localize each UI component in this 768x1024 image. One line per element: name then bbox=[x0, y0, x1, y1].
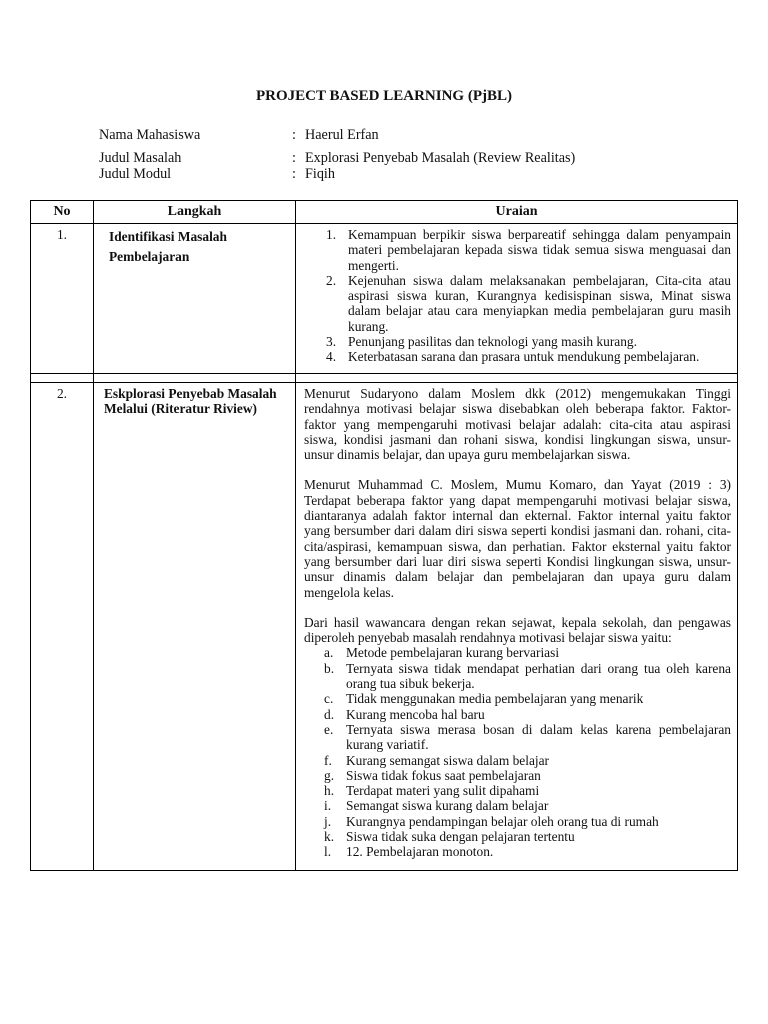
list-text: Tidak menggunakan media pembelajaran yang menarik bbox=[346, 691, 644, 707]
list-marker: d. bbox=[324, 706, 335, 722]
list-marker: h. bbox=[324, 783, 335, 799]
list-item bbox=[304, 814, 731, 829]
cause-list bbox=[304, 645, 731, 859]
list-item bbox=[304, 722, 731, 753]
list-text: Siswa tidak fokus saat pembelajaran bbox=[346, 767, 541, 783]
row-number: 2. bbox=[31, 383, 94, 871]
list-item bbox=[304, 334, 731, 349]
table-header-row bbox=[31, 201, 738, 224]
meta-label: Nama Mahasiswa bbox=[99, 127, 201, 143]
list-marker: b. bbox=[324, 660, 335, 676]
list-item bbox=[304, 844, 731, 859]
row-step: Identifikasi Masalah Pembelajaran bbox=[94, 224, 296, 374]
table-row bbox=[31, 383, 738, 871]
list-marker: 1. bbox=[326, 227, 337, 242]
list-item bbox=[304, 349, 731, 364]
list-text: Siswa tidak suka dengan pelajaran tertentu bbox=[346, 829, 575, 845]
meta-colon: : bbox=[292, 127, 296, 143]
list-item bbox=[304, 691, 731, 706]
list-item bbox=[304, 661, 731, 692]
list-text: Ternyata siswa tidak mendapat perhatian dari orang tua oleh karena orang tua sibuk bekerja. bbox=[346, 660, 731, 692]
problem-list bbox=[304, 227, 731, 365]
meta-value: Explorasi Penyebab Masalah (Review Realitas) bbox=[305, 150, 576, 166]
list-marker: e. bbox=[324, 721, 334, 737]
list-item bbox=[304, 273, 731, 334]
list-marker: f. bbox=[324, 752, 332, 768]
list-marker: 3. bbox=[326, 334, 337, 350]
list-marker: l. bbox=[324, 844, 332, 860]
list-text: Keterbatasan sarana dan prasara untuk mendukung pembelajaran. bbox=[348, 349, 700, 365]
list-text: 12. Pembelajaran monoton. bbox=[346, 844, 494, 860]
row-description bbox=[296, 224, 738, 374]
list-item bbox=[304, 829, 731, 844]
meta-colon: : bbox=[292, 150, 296, 166]
list-text: Ternyata siswa merasa bosan di dalam kelas karena pembelajaran kurang variatif. bbox=[346, 721, 731, 753]
list-item bbox=[304, 707, 731, 722]
list-marker: 2. bbox=[326, 272, 337, 288]
list-text: Kejenuhan siswa dalam melaksanakan pembelajaran, Cita-cita atau aspirasi siswa kuran, Kurangnya kedisispinan siswa, Minat siswa dalam belajar atau cara menyiapkan media pembelajaran guru masih kurang. bbox=[348, 272, 731, 334]
list-text: Kemampuan berpikir siswa berpareatif sehingga dalam penyampain materi pembelajaran kepada siswa tidak semua siswa menguasai dan mengerti. bbox=[348, 227, 731, 273]
page-title: PROJECT BASED LEARNING (PjBL) bbox=[255, 88, 512, 104]
row-description bbox=[296, 383, 738, 871]
list-item bbox=[304, 768, 731, 783]
header-uraian: Uraian bbox=[296, 201, 738, 224]
list-item bbox=[304, 753, 731, 768]
paragraph: Menurut Muhammad C. Moslem, Mumu Komaro, dan Yayat (2019 : 3) Terdapat beberapa faktor yang dapat mempengaruhi motivasi belajar siswa, diantaranya adalah faktor internal dan ekternal. Faktor internal yaitu faktor yang bersumber dari dalam diri siswa seperti kondisi jasmani dan. rohani, cita-cita/aspirasi, kemampuan siswa, dan perhatian. Faktor eksternal yaitu faktor yang bersumber dari luar diri siswa seperti Kondisi lingkungan siswa, unsur-unsur dinamis dalam belajar dan pembelajaran dan upaya guru dalam mengelola kelas. bbox=[304, 477, 731, 600]
row-number: 1. bbox=[31, 224, 94, 374]
list-item bbox=[304, 783, 731, 798]
list-text: Semangat siswa kurang dalam belajar bbox=[346, 798, 549, 814]
list-marker: a. bbox=[324, 645, 334, 661]
pjbl-table bbox=[30, 200, 738, 871]
list-item bbox=[304, 798, 731, 813]
meta-colon: : bbox=[292, 166, 296, 182]
list-item bbox=[304, 227, 731, 273]
list-text: Metode pembelajaran kurang bervariasi bbox=[346, 645, 560, 661]
list-marker: c. bbox=[324, 691, 334, 707]
table-row bbox=[31, 224, 738, 374]
list-marker: g. bbox=[324, 767, 335, 783]
list-text: Kurang semangat siswa dalam belajar bbox=[346, 752, 550, 768]
list-text: Penunjang pasilitas dan teknologi yang masih kurang. bbox=[348, 334, 637, 350]
paragraph: Dari hasil wawancara dengan rekan sejawat, kepala sekolah, dan pengawas diperoleh penyebab masalah rendahnya motivasi belajar siswa yaitu: bbox=[304, 614, 731, 646]
list-item bbox=[304, 645, 731, 660]
row-spacer bbox=[31, 374, 738, 383]
list-marker: k. bbox=[324, 829, 335, 845]
meta-label: Judul Modul bbox=[99, 166, 172, 182]
list-text: Terdapat materi yang sulit dipahami bbox=[346, 783, 540, 799]
row-step: Eskplorasi Penyebab Masalah Melalui (Riteratur Riview) bbox=[94, 383, 296, 871]
list-marker: 4. bbox=[326, 349, 337, 365]
list-marker: i. bbox=[324, 798, 332, 814]
header-langkah: Langkah bbox=[94, 201, 296, 224]
list-text: Kurangnya pendampingan belajar oleh orang tua di rumah bbox=[346, 813, 659, 829]
paragraph: Menurut Sudaryono dalam Moslem dkk (2012) mengemukakan Tinggi rendahnya motivasi belajar siswa disebabkan oleh beberapa faktor. Faktor-faktor yang mempengaruhi motivasi belajar adalah: cita-cita atau aspirasi siswa, kondisi jasmani dan rohani siswa, kondisi lingkungan siswa, unsur-unsur dinamis belajar, dan upaya guru membelajarkan siswa. bbox=[304, 386, 731, 463]
list-marker: j. bbox=[324, 813, 332, 829]
header-no: No bbox=[31, 201, 94, 224]
list-text: Kurang mencoba hal baru bbox=[346, 706, 485, 722]
meta-label: Judul Masalah bbox=[99, 150, 182, 166]
meta-value: Fiqih bbox=[305, 166, 335, 182]
meta-value: Haerul Erfan bbox=[305, 127, 379, 143]
